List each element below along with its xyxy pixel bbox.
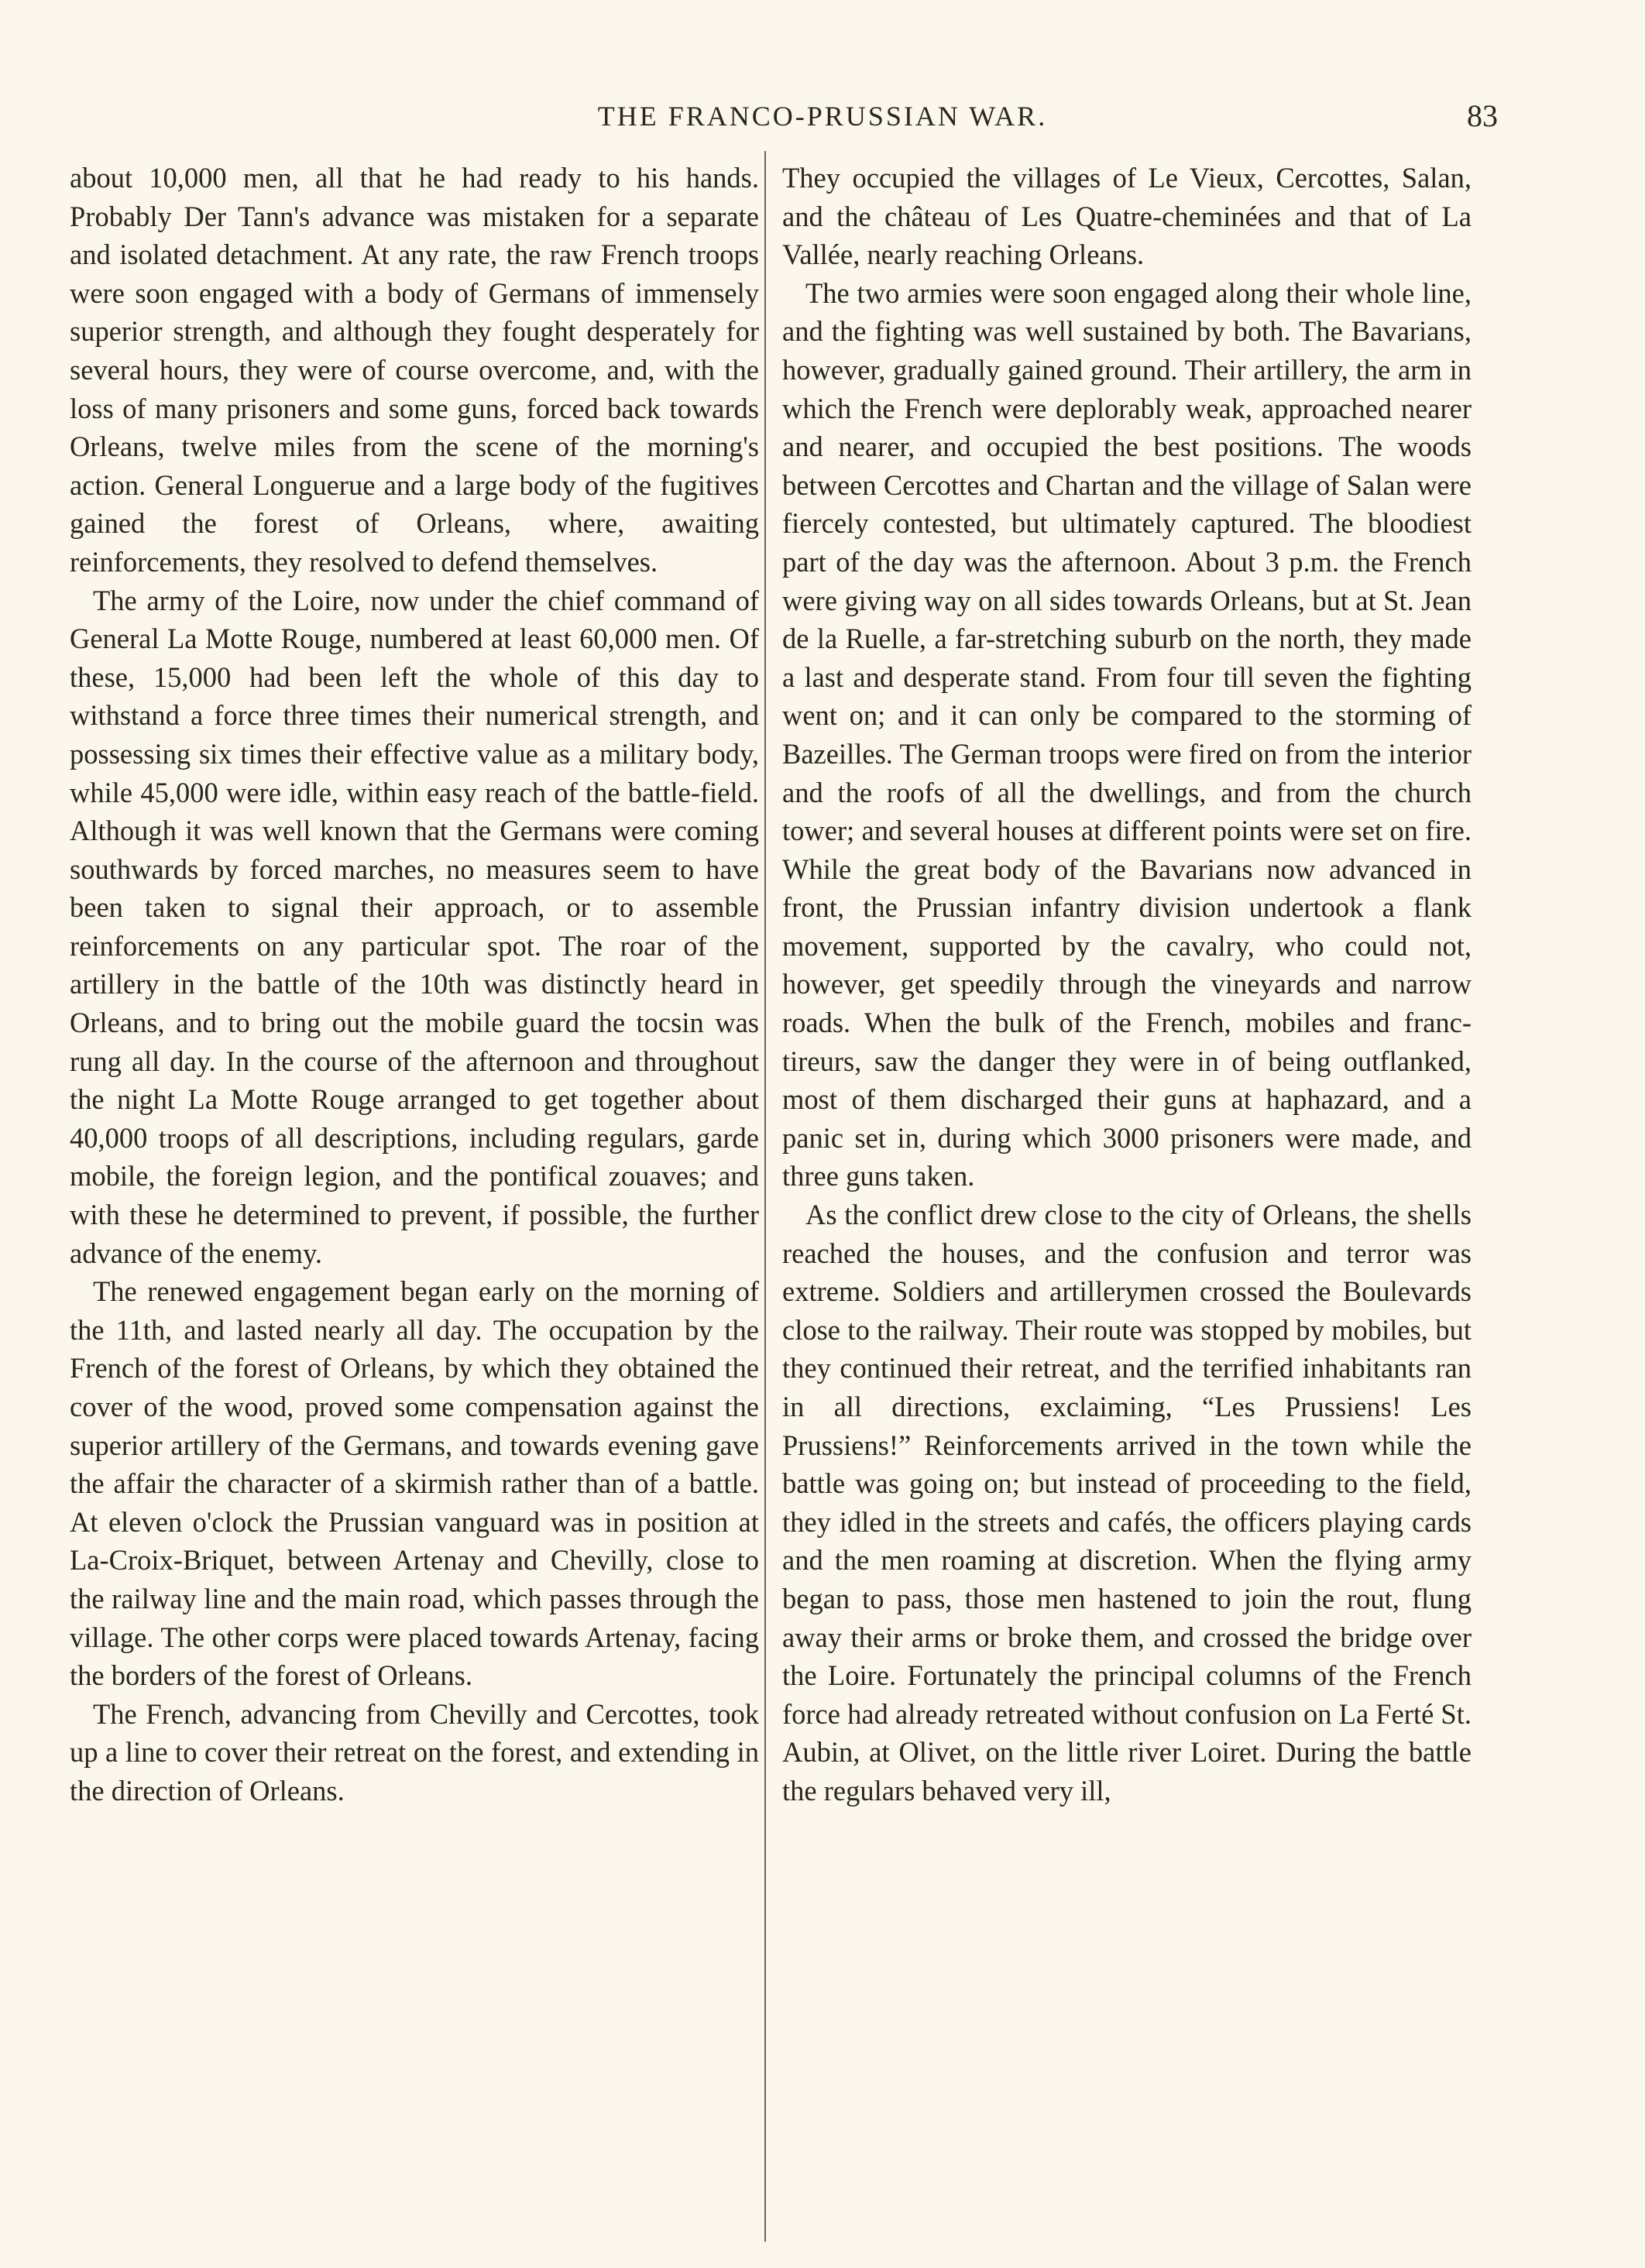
- paragraph: They occupied the villages of Le Vieux, Cercottes, Salan, and the château of Les Quatre-cheminées and that of La Vallée, nearly reaching Orleans.: [782, 162, 1472, 271]
- paragraph: The two armies were soon engaged along their whole line, and the fighting was well sustained by both. The Bavarians, however, gradually gained ground. Their artillery, the arm in which the French were deplorably weak, approached nearer and nearer, and occupied the best positions. The woods between Cercottes and Chartan and the village of Salan were fiercely contested, but ultimately captured. The bloodiest part of the day was the afternoon. About 3 p.m. the French were giving way on all sides towards Orleans, but at St. Jean de la Ruelle, a far-stretching suburb on the north, they made a last and desperate stand. From four till seven the fighting went on; and it can only be compared to the storming of Bazeilles. The German troops were fired on from the interior and the roofs of all the dwellings, and from the church tower; and several houses at different points were set on fire. While the great body of the Bavarians now advanced in front, the Prussian infantry division undertook a flank movement, supported by the cavalry, who could not, however, get speedily through the vineyards and narrow roads. When the bulk of the French, mobiles and franc-tireurs, saw the danger they were in of being outflanked, most of them discharged their guns at haphazard, and a panic set in, during which 3000 prisoners were made, and three guns taken.: [782, 276, 1472, 1192]
- left-column: [70, 159, 759, 1810]
- page-number: 83: [1467, 98, 1498, 133]
- paragraph: The renewed engagement began early on the morning of the 11th, and lasted nearly all day. The occupation by the French of the forest of Orleans, by which they obtained the cover of the wood, proved some compensation against the superior artillery of the Germans, and towards evening gave the affair the character of a skirmish rather than of a battle. At eleven o'clock the Prussian vanguard was in position at La-Croix-Briquet, between Artenay and Chevilly, close to the railway line and the main road, which passes through the village. The other corps were placed towards Artenay, facing the borders of the forest of Orleans.: [70, 1275, 759, 1692]
- paragraph: about 10,000 men, all that he had ready to his hands. Probably Der Tann's advance was mistaken for a separate and isolated detachment. At any rate, the raw French troops were soon engaged with a body of Germans of immensely superior strength, and although they fought desperately for several hours, they were of course overcome, and, with the loss of many prisoners and some guns, forced back towards Orleans, twelve miles from the scene of the morning's action. General Longuerue and a large body of the fugitives gained the forest of Orleans, where, awaiting reinforcements, they resolved to defend themselves.: [70, 162, 759, 578]
- page-header: [0, 93, 1645, 139]
- right-column: [782, 159, 1472, 1810]
- paragraph: As the conflict drew close to the city of Orleans, the shells reached the houses, and the confusion and terror was extreme. Soldiers and artillerymen crossed the Boulevards close to the railway. Their route was stopped by mobiles, but they continued their retreat, and the terrified inhabitants ran in all directions, exclaiming, “Les Prussiens! Les Prussiens!” Reinforcements arrived in the town while the battle was going on; but instead of proceeding to the field, they idled in the streets and cafés, the officers playing cards and the men roaming at discretion. When the flying army began to pass, those men hastened to join the rout, flung away their arms or broke them, and crossed the bridge over the Loire. Fortunately the principal columns of the French force had already retreated without confusion on La Ferté St. Aubin, at Olivet, on the little river Loiret. During the battle the regulars behaved very ill,: [782, 1199, 1472, 1807]
- paragraph: The army of the Loire, now under the chief command of General La Motte Rouge, numbered at least 60,000 men. Of these, 15,000 had been left the whole of this day to withstand a force three times their numerical strength, and possessing six times their effective value as a military body, while 45,000 were idle, within easy reach of the battle-field. Although it was well known that the Germans were coming southwards by forced marches, no measures seem to have been taken to signal their approach, or to assemble reinforcements on any particular spot. The roar of the artillery in the battle of the 10th was distinctly heard in Orleans, and to bring out the mobile guard the tocsin was rung all day. In the course of the afternoon and throughout the night La Motte Rouge arranged to get together about 40,000 troops of all descriptions, including regulars, garde mobile, the foreign legion, and the pontifical zouaves; and with these he determined to prevent, if possible, the further advance of the enemy.: [70, 584, 759, 1269]
- running-title: THE FRANCO-PRUSSIAN WAR.: [597, 101, 1048, 132]
- column-divider: [764, 151, 766, 2242]
- paragraph: The French, advancing from Chevilly and Cercottes, took up a line to cover their retreat on the forest, and extending in the direction of Orleans.: [70, 1697, 759, 1807]
